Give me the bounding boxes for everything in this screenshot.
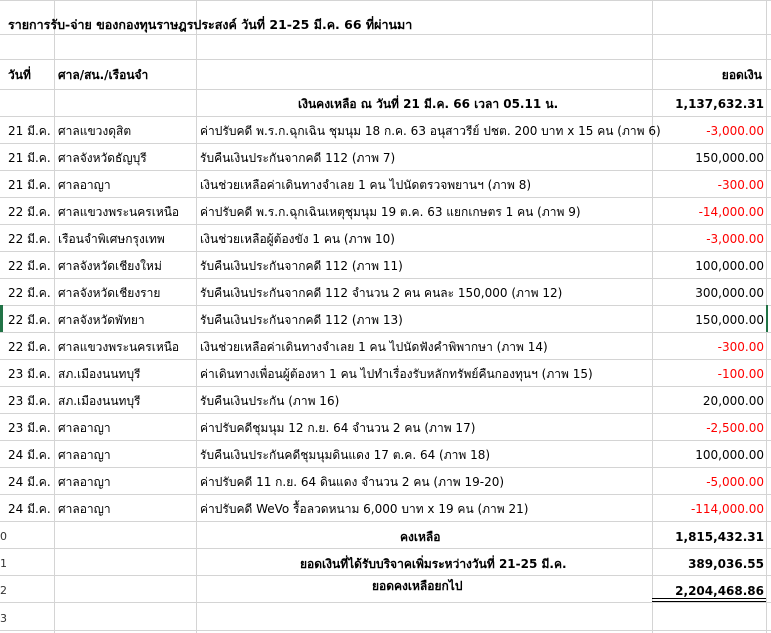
- row-date[interactable]: 23 มี.ค.: [8, 367, 51, 381]
- carry-amount[interactable]: 2,204,468.86: [675, 584, 764, 598]
- gridline: [0, 59, 771, 60]
- row-amount[interactable]: -5,000.00: [706, 475, 764, 489]
- row-date[interactable]: 22 มี.ค.: [8, 205, 51, 219]
- row-place[interactable]: ศาลอาญา: [58, 475, 111, 489]
- row-number: 1: [0, 557, 7, 570]
- row-amount[interactable]: 150,000.00: [695, 313, 764, 327]
- donation-label[interactable]: ยอดเงินที่ได้รับบริจาคเพิ่มระหว่างวันที่ 21-25 มี.ค.: [300, 557, 567, 571]
- row-description[interactable]: เงินช่วยเหลือผู้ต้องขัง 1 คน (ภาพ 10): [200, 232, 395, 246]
- row-place[interactable]: ศาลจังหวัดเชียงราย: [58, 286, 161, 300]
- balance-label[interactable]: คงเหลือ: [400, 530, 441, 544]
- gridline: [0, 548, 771, 549]
- row-place[interactable]: ศาลแขวงดุสิต: [58, 124, 132, 138]
- row-description[interactable]: รับคืนเงินประกันจากคดี 112 (ภาพ 13): [200, 313, 403, 327]
- row-description[interactable]: รับคืนเงินประกันจากคดี 112 (ภาพ 7): [200, 151, 396, 165]
- row-amount[interactable]: 100,000.00: [695, 448, 764, 462]
- row-place[interactable]: ศาลอาญา: [58, 178, 111, 192]
- row-date[interactable]: 23 มี.ค.: [8, 394, 51, 408]
- row-amount[interactable]: 100,000.00: [695, 259, 764, 273]
- gridline: [0, 224, 771, 225]
- row-number: 3: [0, 612, 7, 625]
- row-date[interactable]: 23 มี.ค.: [8, 421, 51, 435]
- gridline: [0, 494, 771, 495]
- row-description[interactable]: ค่าปรับคดี พ.ร.ก.ฉุกเฉินเหตุชุมนุม 19 ต.ค. 63 แยกเกษตร 1 คน (ภาพ 9): [200, 205, 581, 219]
- row-amount[interactable]: -300.00: [717, 178, 764, 192]
- row-place[interactable]: ศาลอาญา: [58, 421, 111, 435]
- row-description[interactable]: ค่าเดินทางเพื่อนผู้ต้องหา 1 คน ไปทำเรื่องรับหลักทรัพย์คืนกองทุนฯ (ภาพ 15): [200, 367, 593, 381]
- row-place[interactable]: สภ.เมืองนนทบุรี: [58, 394, 141, 408]
- row-amount[interactable]: 20,000.00: [702, 394, 764, 408]
- row-date[interactable]: 22 มี.ค.: [8, 313, 51, 327]
- gridline: [0, 521, 771, 522]
- row-date[interactable]: 24 มี.ค.: [8, 448, 51, 462]
- row-place[interactable]: สภ.เมืองนนทบุรี: [58, 367, 141, 381]
- row-place[interactable]: ศาลอาญา: [58, 448, 111, 462]
- row-place[interactable]: ศาลอาญา: [58, 502, 111, 516]
- gridline: [0, 251, 771, 252]
- gridline: [0, 359, 771, 360]
- row-selection-marker: [0, 305, 3, 332]
- gridline: [196, 0, 197, 633]
- gridline: [0, 602, 771, 603]
- row-amount[interactable]: 300,000.00: [695, 286, 764, 300]
- row-description[interactable]: ค่าปรับคดีชุมนุม 12 ก.ย. 64 จำนวน 2 คน (ภาพ 17): [200, 421, 476, 435]
- balance-amount[interactable]: 1,815,432.31: [675, 530, 764, 544]
- row-date[interactable]: 22 มี.ค.: [8, 259, 51, 273]
- gridline: [0, 89, 771, 90]
- header-amount[interactable]: ยอดเงิน: [721, 68, 762, 82]
- gridline: [54, 0, 55, 633]
- gridline: [0, 278, 771, 279]
- row-description[interactable]: รับคืนเงินประกันคดีชุมนุมดินแดง 17 ต.ค. 64 (ภาพ 18): [200, 448, 491, 462]
- gridline: [0, 305, 771, 306]
- carry-label[interactable]: ยอดคงเหลือยกไป: [372, 579, 463, 593]
- row-number: 0: [0, 530, 7, 543]
- gridline: [0, 440, 771, 441]
- row-place[interactable]: ศาลจังหวัดธัญบุรี: [58, 151, 147, 165]
- row-date[interactable]: 24 มี.ค.: [8, 475, 51, 489]
- gridline: [0, 34, 771, 35]
- row-amount[interactable]: -114,000.00: [690, 502, 764, 516]
- gridline: [0, 197, 771, 198]
- row-place[interactable]: ศาลจังหวัดพัทยา: [58, 313, 145, 327]
- cell-selection-edge: [766, 305, 768, 332]
- row-place[interactable]: เรือนจำพิเศษกรุงเทพ: [58, 232, 165, 246]
- gridline: [0, 467, 771, 468]
- gridline: [0, 116, 771, 117]
- gridline: [0, 575, 771, 576]
- row-place[interactable]: ศาลแขวงพระนครเหนือ: [58, 340, 180, 354]
- gridline: [0, 143, 771, 144]
- row-description[interactable]: เงินช่วยเหลือค่าเดินทางจำเลย 1 คน ไปนัดฟังคำพิพากษา (ภาพ 14): [200, 340, 548, 354]
- gridline: [0, 0, 771, 1]
- double-underline: [652, 598, 766, 602]
- row-description[interactable]: เงินช่วยเหลือค่าเดินทางจำเลย 1 คน ไปนัดตรวจพยานฯ (ภาพ 8): [200, 178, 532, 192]
- row-date[interactable]: 22 มี.ค.: [8, 286, 51, 300]
- row-description[interactable]: ค่าปรับคดี WeVo รื้อลวดหนาม 6,000 บาท x 19 คน (ภาพ 21): [200, 502, 529, 516]
- row-description[interactable]: รับคืนเงินประกันจากคดี 112 (ภาพ 11): [200, 259, 403, 273]
- row-amount[interactable]: -2,500.00: [706, 421, 764, 435]
- row-date[interactable]: 21 มี.ค.: [8, 124, 51, 138]
- row-date[interactable]: 21 มี.ค.: [8, 151, 51, 165]
- sheet-title[interactable]: รายการรับ-จ่าย ของกองทุนราษฎรประสงค์ วันที่ 21-25 มี.ค. 66 ที่ผ่านมา: [8, 17, 413, 32]
- row-date[interactable]: 22 มี.ค.: [8, 232, 51, 246]
- row-description[interactable]: ค่าปรับคดี 11 ก.ย. 64 ดินแดง จำนวน 2 คน (ภาพ 19-20): [200, 475, 505, 489]
- opening-label[interactable]: เงินคงเหลือ ณ วันที่ 21 มี.ค. 66 เวลา 05.11 น.: [298, 97, 559, 111]
- row-amount[interactable]: -14,000.00: [698, 205, 764, 219]
- gridline: [0, 170, 771, 171]
- header-place[interactable]: ศาล/สน./เรือนจำ: [58, 68, 149, 82]
- row-description[interactable]: รับคืนเงินประกันจากคดี 112 จำนวน 2 คน คนละ 150,000 (ภาพ 12): [200, 286, 563, 300]
- opening-amount[interactable]: 1,137,632.31: [675, 97, 764, 111]
- row-description[interactable]: รับคืนเงินประกัน (ภาพ 16): [200, 394, 340, 408]
- row-amount[interactable]: -3,000.00: [706, 232, 764, 246]
- header-date[interactable]: วันที่: [8, 68, 31, 82]
- row-amount[interactable]: -300.00: [717, 340, 764, 354]
- row-amount[interactable]: 150,000.00: [695, 151, 764, 165]
- row-date[interactable]: 22 มี.ค.: [8, 340, 51, 354]
- donation-amount[interactable]: 389,036.55: [688, 557, 764, 571]
- row-place[interactable]: ศาลแขวงพระนครเหนือ: [58, 205, 180, 219]
- row-date[interactable]: 24 มี.ค.: [8, 502, 51, 516]
- row-description[interactable]: ค่าปรับคดี พ.ร.ก.ฉุกเฉิน ชุมนุม 18 ก.ค. 63 อนุสาวรีย์ ปชต. 200 บาท x 15 คน (ภาพ 6): [200, 124, 661, 138]
- row-place[interactable]: ศาลจังหวัดเชียงใหม่: [58, 259, 162, 273]
- gridline: [0, 386, 771, 387]
- gridline: [0, 630, 771, 631]
- row-date[interactable]: 21 มี.ค.: [8, 178, 51, 192]
- row-number: 2: [0, 584, 7, 597]
- row-amount[interactable]: -3,000.00: [706, 124, 764, 138]
- row-amount[interactable]: -100.00: [717, 367, 764, 381]
- gridline: [0, 332, 771, 333]
- gridline: [0, 413, 771, 414]
